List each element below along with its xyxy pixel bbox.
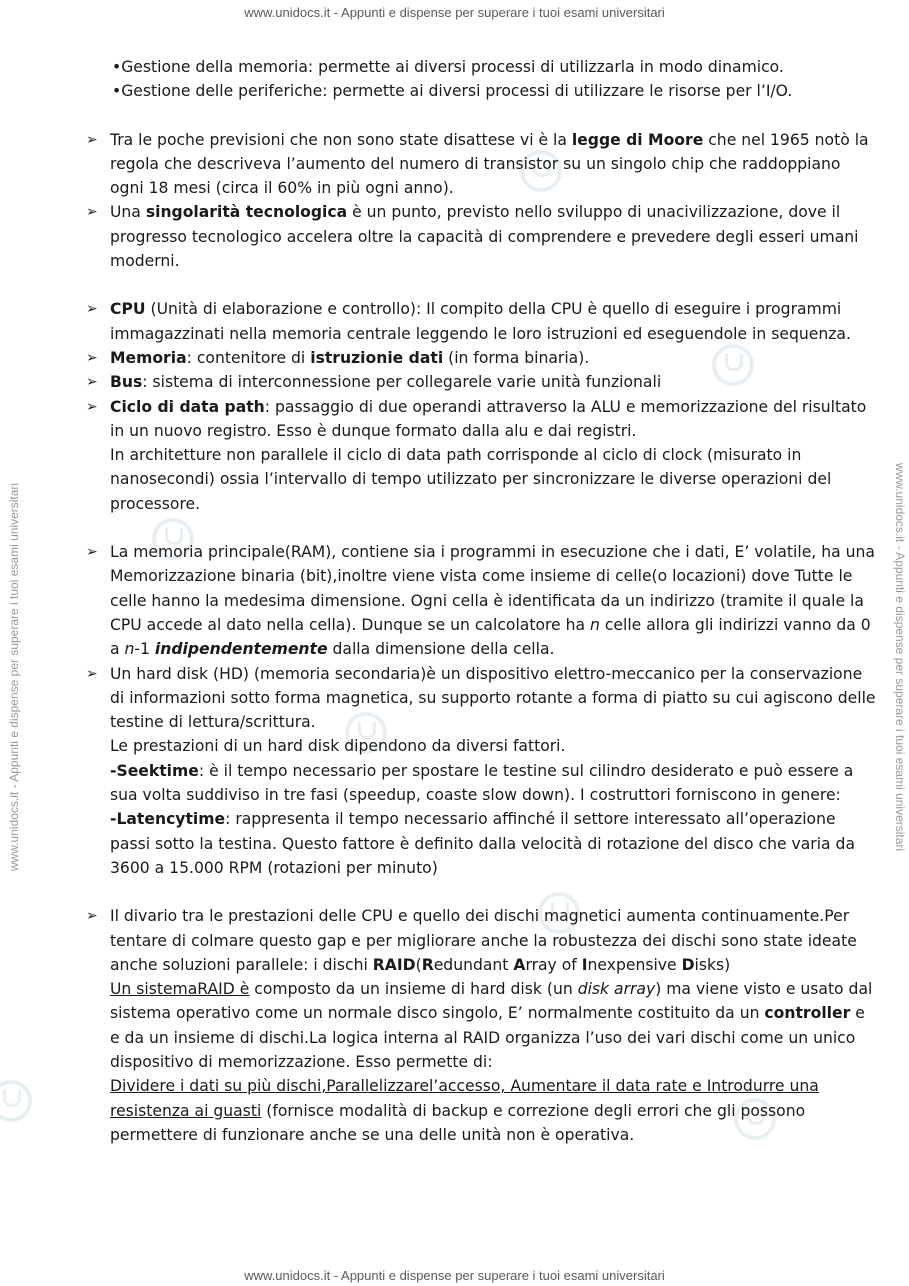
raid-benefits: Dividere i dati su più dischi,Parallelizzarel’accesso, Aumentare il data rate e Introdurre una resistenza ai guasti (fornisce modalità di backup e correzione degli errori che gli possono permettere di funzionare anche se una delle unità non è operativa. bbox=[110, 1077, 819, 1144]
bullet-singolarita: ➢ Una singolarità tecnologica è un punto, previsto nello sviluppo di unacivilizzazione, dove il progresso tecnologico accelera oltre la capacità di comprendere e prevedere degli esseri umani moderni. bbox=[86, 200, 878, 273]
arrow-bullet-icon: ➢ bbox=[86, 131, 98, 148]
arrow-bullet-icon: ➢ bbox=[86, 204, 98, 221]
arrow-bullet-icon: ➢ bbox=[86, 544, 98, 561]
arrow-bullet-icon: ➢ bbox=[86, 398, 98, 415]
bullet-raid: ➢ Il divario tra le prestazioni delle CPU e quello dei dischi magnetici aumenta continuamente.Per tentare di colmare questo gap e per migliorare anche la robustezza dei dischi sono state ideate anche soluzioni parallele: i dischi RAID(Redundant Array of Inexpensive Disks) Un sistemaRAID è composto da un insieme di hard disk (un disk array) ma viene visto e usato dal sistema operativo come un normale disco singolo, E’ normalmente costituito da un controller e e da un insieme di dischi.La logica interna al RAID organizza l’uso dei vari dischi come un unico dispositivo di memorizzazione. Esso permette di: Dividere i dati su più dischi,Parallelizzarel’accesso, Aumentare il data rate e Introdurre una resistenza ai guasti (fornisce modalità di backup e correzione degli errori che gli possono permettere di funzionare anche se una delle unità non è operativa. bbox=[86, 904, 878, 1147]
bullet-ram: ➢ La memoria principale(RAM), contiene sia i programmi in esecuzione che i dati, E’ volatile, ha una Memorizzazione binaria (bit),inoltre viene vista come insieme di celle(o locazioni) dove Tutte le celle hanno la medesima dimensione. Ogni cella è identificata da un indirizzo (tramite il quale la CPU accede al dato nella cella). Dunque se un calcolatore ha n celle allora gli indirizzi vanno da 0 a n-1 indipendentemente dalla dimensione della cella. bbox=[86, 540, 878, 661]
watermark-side-left: www.unidocs.it - Appunti e dispense per superare i tuoi esami universitari bbox=[7, 482, 21, 872]
document-body bbox=[86, 55, 878, 1147]
bullet-bus: ➢ Bus: sistema di interconnessione per collegarele varie unità funzionali bbox=[86, 370, 878, 394]
raid-description: Un sistemaRAID è composto da un insieme di hard disk (un disk array) ma viene visto e usato dal sistema operativo come un normale disco singolo, E’ normalmente costituito da un controller e e da un insieme di dischi.La logica interna al RAID organizza l’uso dei vari dischi come un unico dispositivo di memorizzazione. Esso permette di: bbox=[110, 980, 873, 1071]
arrow-bullet-icon: ➢ bbox=[86, 908, 98, 925]
bullet-cpu: ➢ CPU (Unità di elaborazione e controllo): Il compito della CPU è quello di eseguire i programmi immagazzinati nella memoria centrale leggendo le loro istruzioni ed eseguendole in sequenza. bbox=[86, 297, 878, 346]
term-legge-moore: legge di Moore bbox=[571, 130, 704, 149]
latencytime-definition: -Latencytime: rappresenta il tempo necessario affinché il settore interessato all’operazione passi sotto la testina. Questo fattore è definito dalla velocità di rotazione del disco che varia da 3600 a 15.000 RPM (rotazioni per minuto) bbox=[110, 810, 855, 877]
arrow-bullet-icon: ➢ bbox=[86, 374, 98, 391]
bullet-memoria: ➢ Memoria: contenitore di istruzionie dati (in forma binaria). bbox=[86, 346, 878, 370]
bullet-moore: ➢ Tra le poche previsioni che non sono state disattese vi è la legge di Moore che nel 1965 notò la regola che descriveva l’aumento del numero di transistor su un singolo chip che raddoppiano ogni 18 mesi (circa il 60% in più ogni anno). bbox=[86, 128, 878, 201]
term-memoria: Memoria bbox=[110, 348, 187, 367]
seektime-definition: -Seektime: è il tempo necessario per spostare le testine sul cilindro desiderato e può essere a sua volta suddiviso in tre fasi (speedup, coaste slow down). I costruttori forniscono in genere: bbox=[110, 761, 854, 805]
watermark-header: www.unidocs.it - Appunti e dispense per superare i tuoi esami universitari bbox=[244, 5, 665, 20]
term-datapath: Ciclo di data path bbox=[110, 397, 265, 416]
term-cpu: CPU bbox=[110, 300, 146, 319]
watermark-footer: www.unidocs.it - Appunti e dispense per superare i tuoi esami universitari bbox=[244, 1268, 665, 1283]
datapath-detail: In architetture non parallele il ciclo di data path corrisponde al ciclo di clock (misurato in nanosecondi) ossia l’intervallo di tempo utilizzato per sincronizzare le diverse operazioni del processore. bbox=[110, 446, 832, 513]
arrow-bullet-icon: ➢ bbox=[86, 349, 98, 366]
term-raid: RAID bbox=[372, 955, 416, 974]
term-singolarita: singolarità tecnologica bbox=[145, 203, 348, 222]
bullet-datapath: ➢ Ciclo di data path: passaggio di due operandi attraverso la ALU e memorizzazione del risultato in un nuovo registro. Esso è dunque formato dalla alu e dai registri. In architetture non parallele il ciclo di data path corrisponde al ciclo di clock (misurato in nanosecondi) ossia l’intervallo di tempo utilizzato per sincronizzare le diverse operazioni del processore. bbox=[86, 395, 878, 516]
arrow-bullet-icon: ➢ bbox=[86, 301, 98, 318]
bullet-harddisk: ➢ Un hard disk (HD) (memoria secondaria)è un dispositivo elettro-meccanico per la conservazione di informazioni sotto forma magnetica, su supporto rotante a forma di piatto su cui agiscono delle testine di lettura/scrittura. Le prestazioni di un hard disk dipendono da diversi fattori. -Seektime: è il tempo necessario per spostare le testine sul cilindro desiderato e può essere a sua volta suddiviso in tre fasi (speedup, coaste slow down). I costruttori forniscono in genere: -Latencytime: rappresenta il tempo necessario affinché il settore interessato all’operazione passi sotto la testina. Questo fattore è definito dalla velocità di rotazione del disco che varia da 3600 a 15.000 RPM (rotazioni per minuto) bbox=[86, 662, 878, 881]
arrow-bullet-icon: ➢ bbox=[86, 665, 98, 682]
watermark-side-right: www.unidocs.it - Appunti e dispense per superare i tuoi esami universitari bbox=[893, 462, 907, 852]
term-bus: Bus bbox=[110, 373, 143, 392]
intro-line: •Gestione della memoria: permette ai diversi processi di utilizzarla in modo dinamico. bbox=[112, 58, 784, 76]
watermark-logo-icon bbox=[0, 1080, 32, 1122]
intro-line: •Gestione delle periferiche: permette ai diversi processi di utilizzare le risorse per l’I/O. bbox=[112, 82, 793, 101]
